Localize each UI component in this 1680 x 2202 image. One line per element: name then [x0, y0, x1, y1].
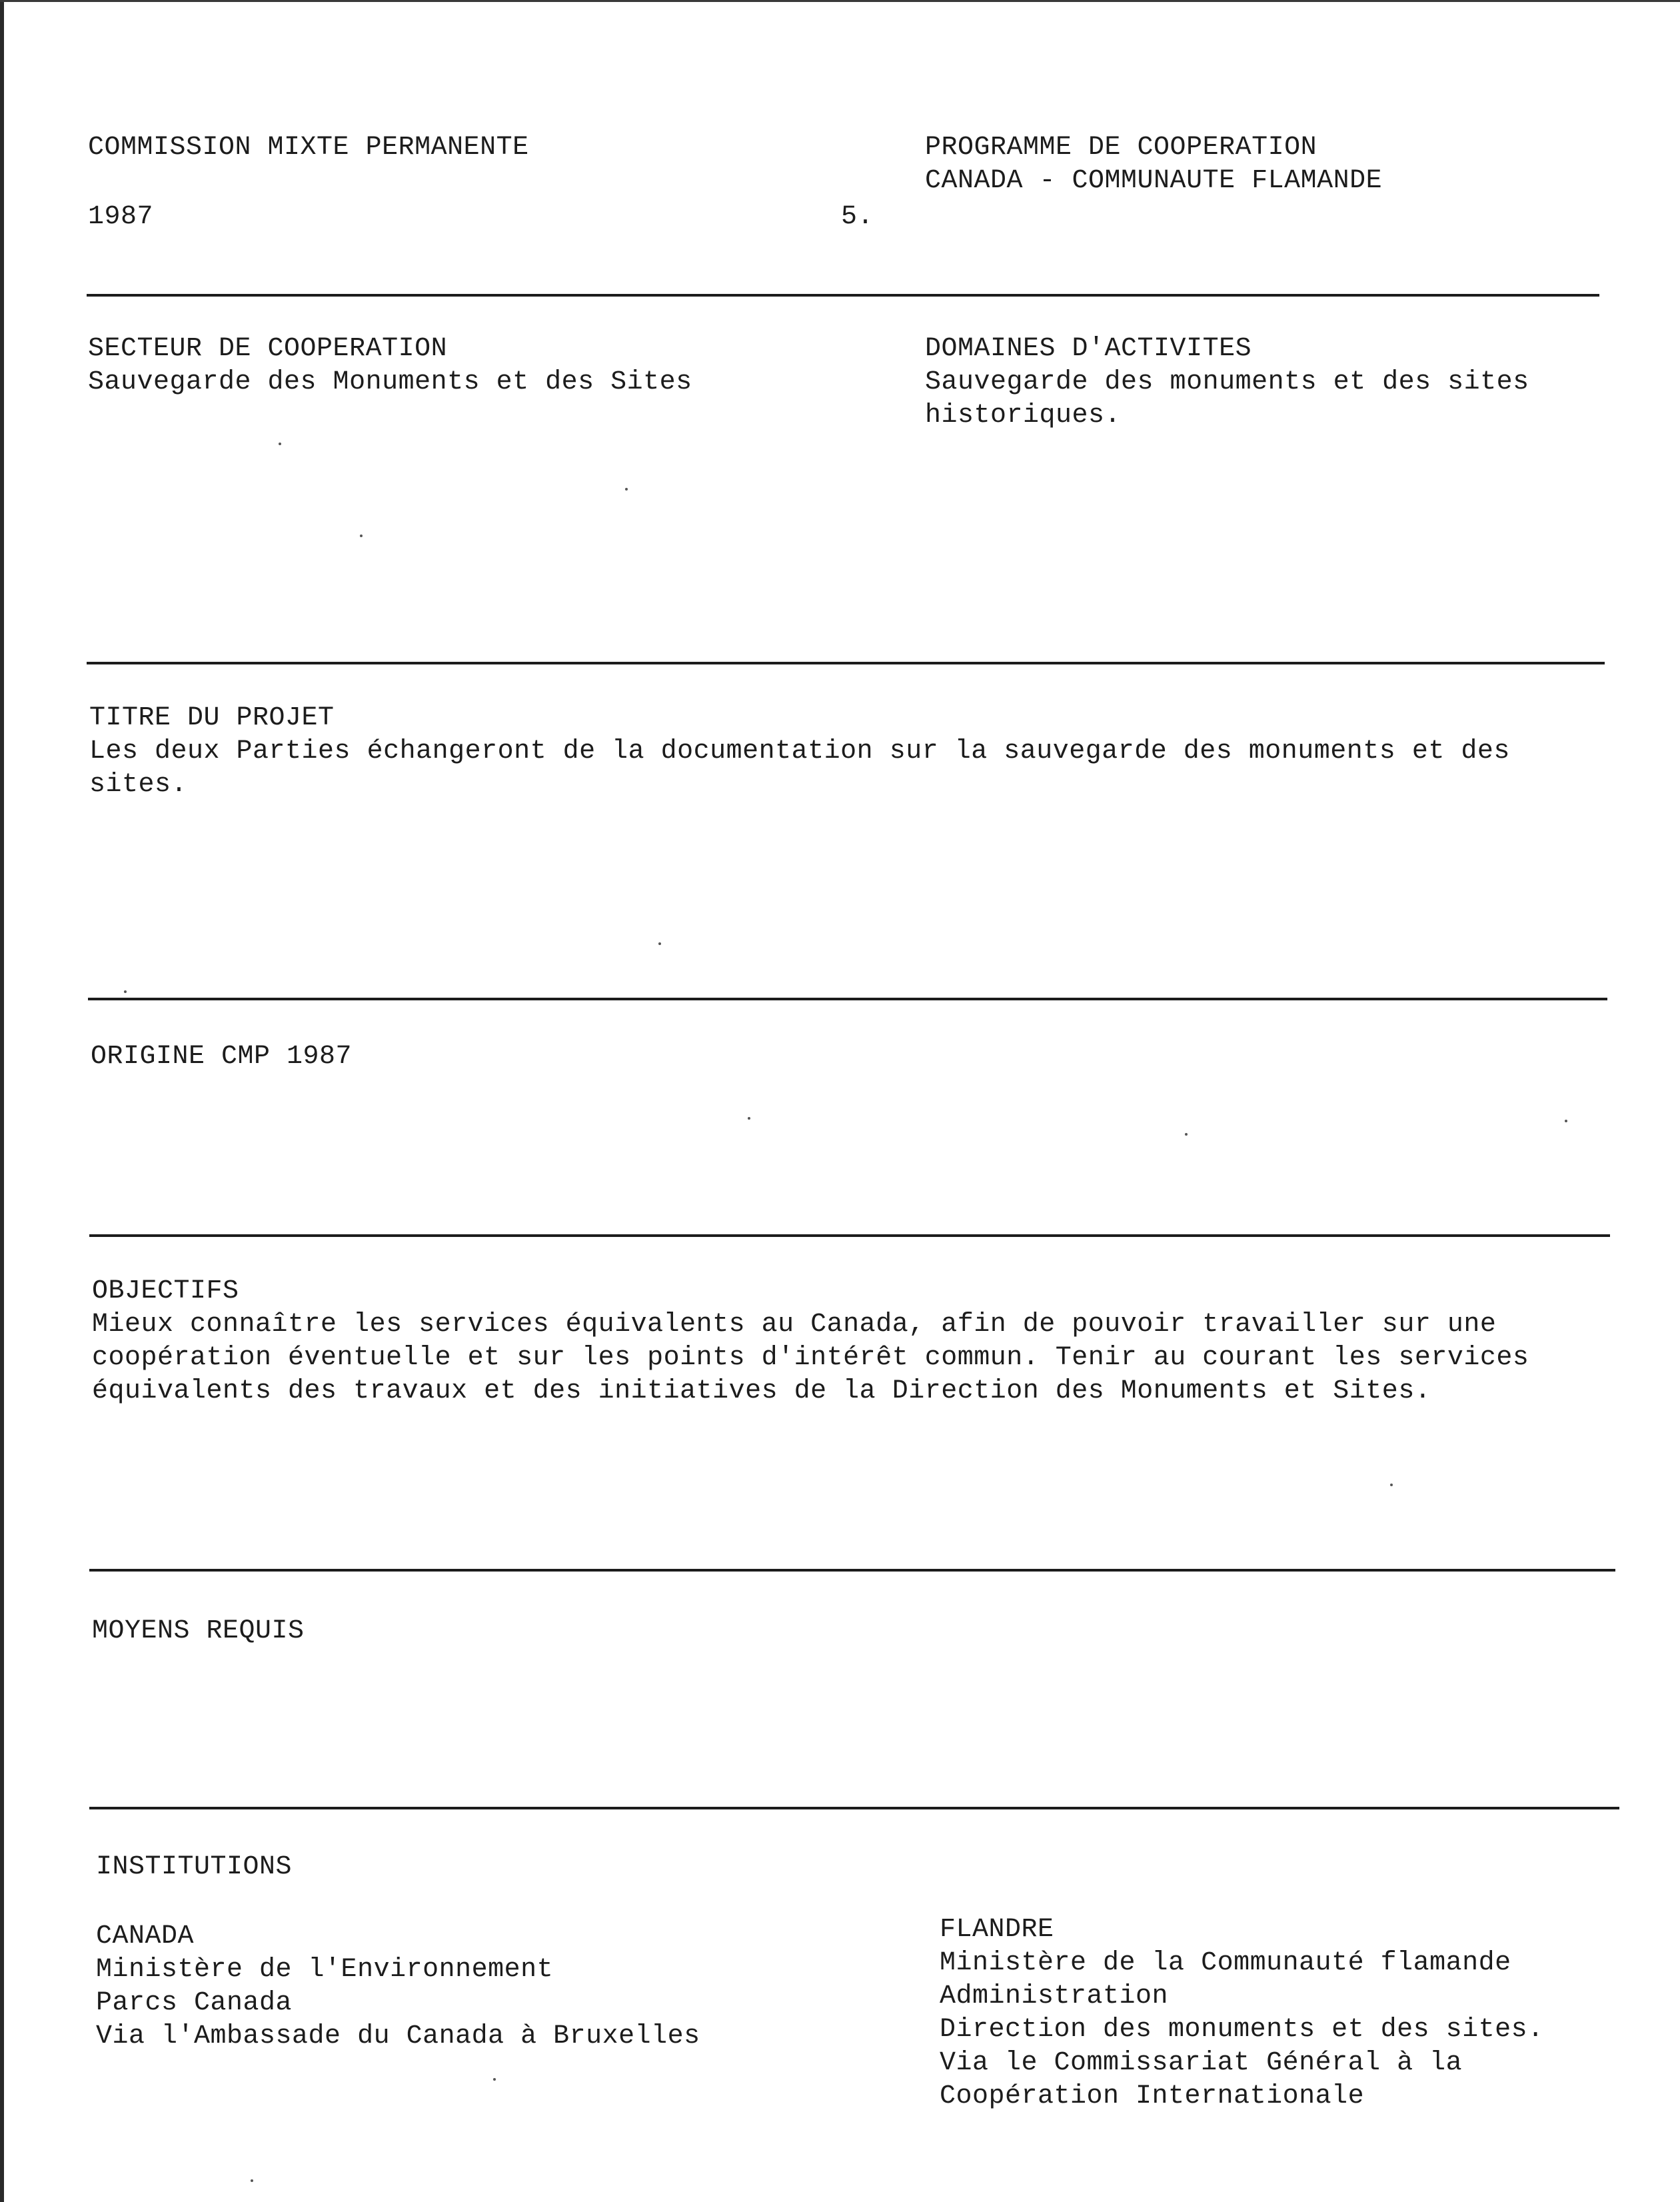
scan-speck	[625, 488, 628, 491]
scan-top-edge	[0, 0, 1680, 2]
flandre-line: Direction des monuments et des sites.	[940, 2015, 1544, 2045]
objectifs-line2: coopération éventuelle et sur les points d'intérêt commun. Tenir au courant les services	[92, 1343, 1529, 1373]
flandre-line: Coopération Internationale	[940, 2081, 1365, 2111]
scan-speck	[493, 2078, 496, 2081]
domaines-heading: DOMAINES D'ACTIVITES	[925, 334, 1252, 364]
scan-speck	[658, 942, 661, 945]
scan-speck	[279, 443, 281, 445]
domaines-line2: historiques.	[925, 401, 1122, 431]
section-divider-2	[87, 662, 1605, 664]
scan-speck	[748, 1117, 750, 1120]
canada-heading: CANADA	[96, 1921, 195, 1951]
scan-speck	[1565, 1120, 1567, 1122]
titre-heading: TITRE DU PROJET	[89, 703, 335, 733]
canada-line: Via l'Ambassade du Canada à Bruxelles	[96, 2021, 700, 2051]
section-divider-3	[88, 998, 1607, 1000]
objectifs-heading: OBJECTIFS	[92, 1276, 239, 1306]
flandre-line: Via le Commissariat Général à la	[940, 2048, 1463, 2078]
titre-line1: Les deux Parties échangeront de la documentation sur la sauvegarde des monuments et des	[89, 736, 1510, 766]
scan-speck	[124, 990, 127, 993]
header-year: 1987	[88, 202, 154, 232]
institutions-heading: INSTITUTIONS	[96, 1852, 293, 1882]
moyens-heading: MOYENS REQUIS	[92, 1616, 305, 1646]
canada-line: Ministère de l'Environnement	[96, 1955, 554, 1985]
program-title-line1: PROGRAMME DE COOPERATION	[925, 133, 1317, 163]
domaines-line1: Sauvegarde des monuments et des sites	[925, 367, 1529, 397]
titre-line2: sites.	[89, 770, 188, 800]
scan-speck	[360, 535, 363, 537]
program-title-line2: CANADA - COMMUNAUTE FLAMANDE	[925, 166, 1383, 196]
section-divider-5	[89, 1569, 1615, 1572]
page-number: 5.	[841, 202, 874, 232]
commission-title: COMMISSION MIXTE PERMANENTE	[88, 133, 529, 163]
scan-speck	[1185, 1133, 1188, 1136]
scan-speck	[1390, 1484, 1393, 1486]
section-divider-4	[89, 1234, 1610, 1237]
flandre-heading: FLANDRE	[940, 1915, 1054, 1945]
origine-label: ORIGINE CMP 1987	[91, 1042, 353, 1072]
section-divider-6	[89, 1807, 1619, 1809]
objectifs-line1: Mieux connaître les services équivalents au Canada, afin de pouvoir travailler sur une	[92, 1310, 1497, 1340]
secteur-heading: SECTEUR DE COOPERATION	[88, 334, 448, 364]
canada-line: Parcs Canada	[96, 1988, 293, 2018]
secteur-value: Sauvegarde des Monuments et des Sites	[88, 367, 692, 397]
scan-left-edge	[0, 0, 4, 2202]
scan-speck	[251, 2179, 253, 2182]
flandre-line: Ministère de la Communauté flamande	[940, 1948, 1511, 1978]
objectifs-line3: équivalents des travaux et des initiatives de la Direction des Monuments et Sites.	[92, 1376, 1431, 1406]
flandre-line: Administration	[940, 1981, 1169, 2011]
section-divider-1	[87, 294, 1599, 297]
